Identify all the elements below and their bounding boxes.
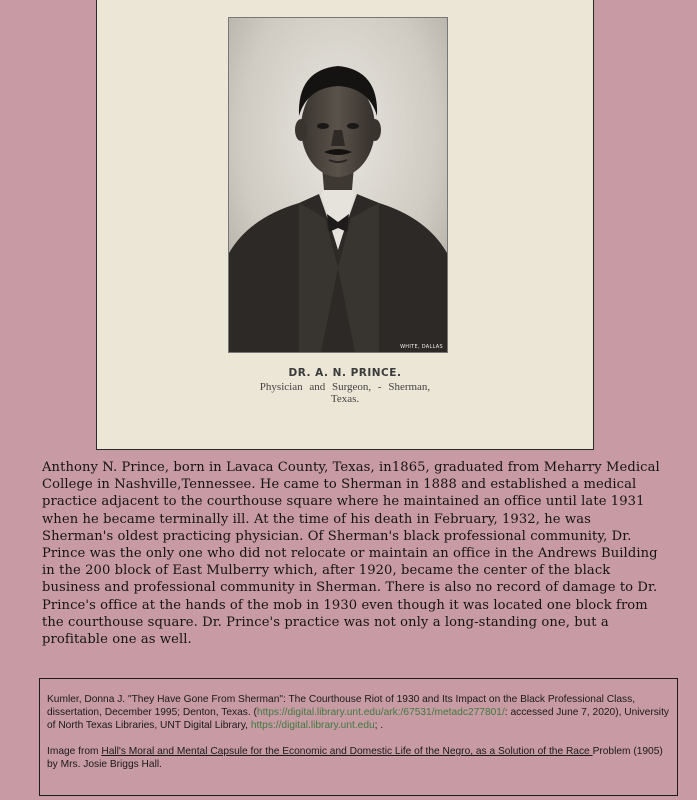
photo-frame (96, 0, 594, 450)
unt-digital-library-link[interactable]: https://digital.library.unt.edu (250, 720, 375, 731)
book-title: Hall's Moral and Mental Capsule for the Economic and Domestic Life of the Negro, as a Solution of the Race (101, 746, 593, 757)
portrait-photo (228, 17, 448, 353)
metadc-link[interactable]: https://digital.library.unt.edu/ark:/67531/metadc277801/ (256, 707, 505, 718)
dissertation-citation: Kumler, Donna J. "They Have Gone From Sherman": The Courthouse Riot of 1930 and Its Impact on the Black Professional Class, dissertation, December 1995; Denton, Texas. (https://digital.library.unt.edu/ark:/67531/metadc277801/: accessed June 7, 2020), University of North Texas Libraries, UNT Digital Library, https://digital.library.unt.edu; . (47, 694, 669, 731)
citation-box (39, 678, 678, 796)
photographer-watermark: WHITE, DALLAS (400, 344, 443, 350)
photo-caption-location: Texas. (330, 393, 360, 405)
image-source-citation: Image from Hall's Moral and Mental Capsule for the Economic and Domestic Life of the Negro, as a Solution of the Race Problem (1905) by Mrs. Josie Briggs Hall. (47, 746, 663, 770)
photo-caption-title: Physician and Surgeon, - Sherman, (259, 381, 431, 393)
photo-caption-name: DR. A. N. PRINCE. (288, 367, 402, 379)
biography-paragraph: Anthony N. Prince, born in Lavaca County, Texas, in1865, graduated from Meharry Medical College in Nashville,Tennessee. He came to Sherman in 1888 and established a medical practice adjacent to the courthouse square where he maintained an office until late 1931 when he became terminally ill. At the time of his death in February, 1932, he was Sherman's oldest practicing physician. Of Sherman's black professional community, Dr. Prince was the only one who did not relocate or maintain an office in the Andrews Building in the 200 block of East Mulberry which, after 1920, became the center of the black business and professional community in Sherman. There is also no record of damage to Dr. Prince's office at the hands of the mob in 1930 even though it was located one block from the courthouse square. Dr. Prince's practice was not only a long-standing one, but a profitable one as well. (42, 460, 660, 648)
